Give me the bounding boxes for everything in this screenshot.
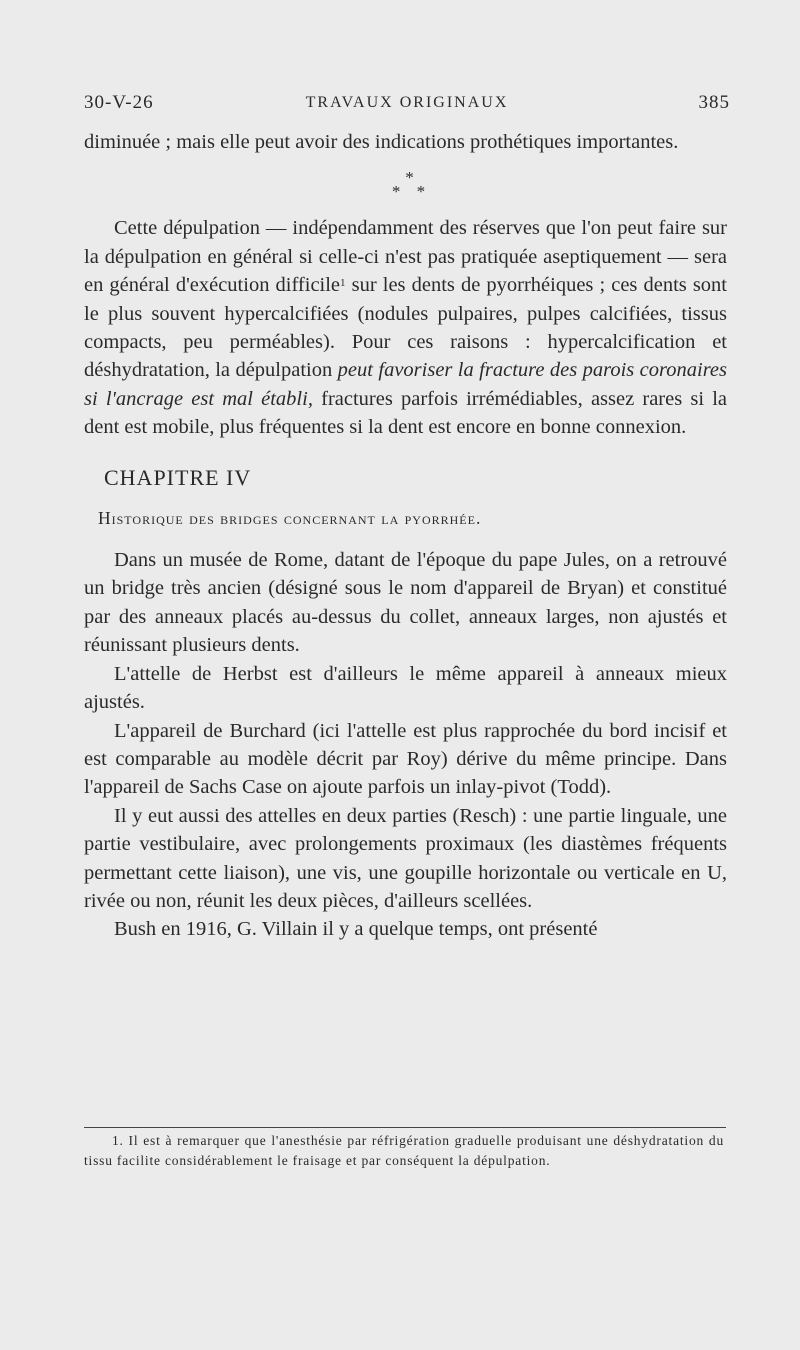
paragraph-burchard: L'appareil de Burchard (ici l'attelle est plus rapprochée du bord incisif et est comparable au modèle décrit par Roy) dérive du même principe. Dans l'appareil de Sachs Case on ajoute parfois un inlay-pivot (Todd).	[84, 719, 727, 799]
footnote-divider	[84, 1127, 726, 1128]
asterism-top: *	[405, 168, 414, 188]
footnote-1: 1. Il est à remarquer que l'anesthésie par réfrigération graduelle produisant une déshydratation du tissu facilite considérablement le fraisage et par conséquent la dépulpation.	[84, 1133, 724, 1168]
footnotes	[84, 1131, 724, 1170]
page-number: 385	[698, 92, 730, 113]
running-head	[84, 92, 730, 122]
paragraph-continuation: diminuée ; mais elle peut avoir des indications prothétiques importantes.	[84, 131, 679, 153]
text-span: sur les dents de pyorrhéiques ; ces dents sont le plus souvent hypercalcifiées (nodules pulpaires, pulpes calcifiées, tissus compacts, peu perméables). Pour ces raisons : hypercalcification et déshydratation, la dépulpation	[84, 274, 728, 382]
text-span: Cette dépulpation — indépendamment des réserves que l'on peut faire sur la dépulpation en général si celle-ci n'est pas pratiquée aseptiquement — sera en général d'exécution difficile	[84, 217, 727, 297]
paragraph-herbst: L'attelle de Herbst est d'ailleurs le même appareil à anneaux mieux ajustés.	[84, 662, 727, 714]
body-text	[84, 128, 727, 944]
asterism	[84, 156, 727, 214]
section-title: Historique des bridges concernant la pyorrhée.	[98, 507, 482, 528]
asterism-bottom: * *	[391, 182, 432, 202]
chapter-heading: CHAPITRE IV	[104, 464, 252, 490]
paragraph-depulpation	[84, 214, 727, 441]
paragraph-resch: Il y eut aussi des attelles en deux parties (Resch) : une partie linguale, une partie vestibulaire, avec prolongements proximaux (les diastèmes fréquents permettant cette liaison), une vis, une goupille horizontale ou verticale en U, rivée ou non, réunit les deux pièces, d'ailleurs scellées.	[84, 804, 727, 912]
journal-section: TRAVAUX ORIGINAUX	[305, 94, 509, 111]
italic-emphasis: peut favoriser la fracture des parois coronaires si l'ancrage est mal établi,	[84, 359, 727, 410]
issue-date: 30-V-26	[84, 92, 154, 113]
paragraph-rome: Dans un musée de Rome, datant de l'époque du pape Jules, on a retrouvé un bridge très ancien (désigné sous le nom d'appareil de Bryan) et constitué par des anneaux placés au-dessus du collet, anneaux larges, non ajustés et réunissant plusieurs dents.	[84, 549, 727, 657]
footnote-ref[interactable]: 1	[340, 277, 346, 290]
paragraph-bush: Bush en 1916, G. Villain il y a quelque temps, ont présenté	[114, 918, 598, 941]
text-span: fractures parfois irrémédiables, assez rares si la dent est mobile, plus fréquentes si la dent est encore en bonne connexion.	[84, 387, 728, 439]
